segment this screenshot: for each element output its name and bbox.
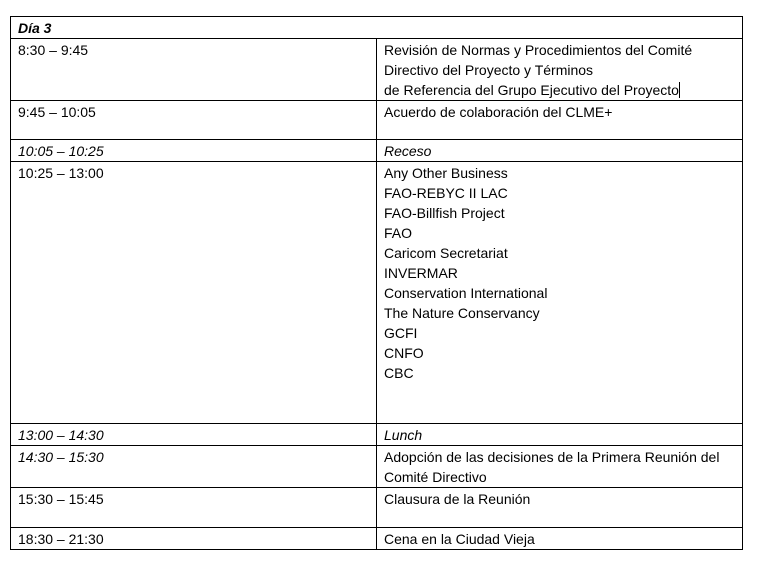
activity-line: The Nature Conservancy — [384, 305, 540, 321]
table-row — [11, 528, 743, 550]
time-cell: 10:25 – 13:00 — [11, 162, 377, 424]
time-cell: 14:30 – 15:30 — [11, 446, 377, 488]
table-row — [11, 101, 743, 140]
time-cell: 10:05 – 10:25 — [11, 140, 377, 162]
activity-line: CBC — [384, 365, 414, 381]
day-header: Día 3 — [11, 17, 743, 39]
activity-cell — [377, 140, 743, 162]
activity-line: Lunch — [384, 427, 423, 443]
time-cell: 18:30 – 21:30 — [11, 528, 377, 550]
activity-cell — [377, 528, 743, 550]
activity-line: Receso — [384, 143, 432, 159]
activity-line: Acuerdo de colaboración del CLME+ — [384, 104, 613, 120]
activity-cell — [377, 101, 743, 140]
table-row — [11, 424, 743, 446]
activity-line: Cena en la Ciudad Vieja — [384, 531, 535, 547]
time-cell: 15:30 – 15:45 — [11, 488, 377, 528]
activity-line: Revisión de Normas y Procedimientos del Comité Directivo del Proyecto y Términos — [384, 42, 693, 78]
activity-line — [384, 80, 735, 100]
time-cell: 9:45 – 10:05 — [11, 101, 377, 140]
table-row — [11, 39, 743, 101]
activity-cell — [377, 446, 743, 488]
activity-line: FAO — [384, 225, 413, 241]
table-row — [11, 140, 743, 162]
table-row — [11, 162, 743, 424]
activity-line: FAO-REBYC II LAC — [384, 185, 508, 201]
activity-line: Conservation International — [384, 285, 548, 301]
time-cell: 8:30 – 9:45 — [11, 39, 377, 101]
agenda-table — [10, 16, 743, 550]
activity-line: Caricom Secretariat — [384, 245, 508, 261]
table-row — [11, 446, 743, 488]
activity-line: CNFO — [384, 345, 424, 361]
activity-line: GCFI — [384, 325, 418, 341]
activity-line: INVERMAR — [384, 265, 458, 281]
time-cell: 13:00 – 14:30 — [11, 424, 377, 446]
table-row — [11, 488, 743, 528]
activity-line: FAO-Billfish Project — [384, 205, 505, 221]
activity-cell — [377, 424, 743, 446]
activity-cell — [377, 39, 743, 101]
activity-cell — [377, 162, 743, 424]
activity-line: Any Other Business — [384, 165, 508, 181]
activity-line: Clausura de la Reunión — [384, 491, 531, 507]
text-cursor: de Referencia del Grupo Ejecutivo del Proyecto — [384, 82, 679, 98]
day-header-row — [11, 17, 743, 39]
activity-cell — [377, 488, 743, 528]
activity-line: Adopción de las decisiones de la Primera Reunión del Comité Directivo — [384, 449, 720, 485]
